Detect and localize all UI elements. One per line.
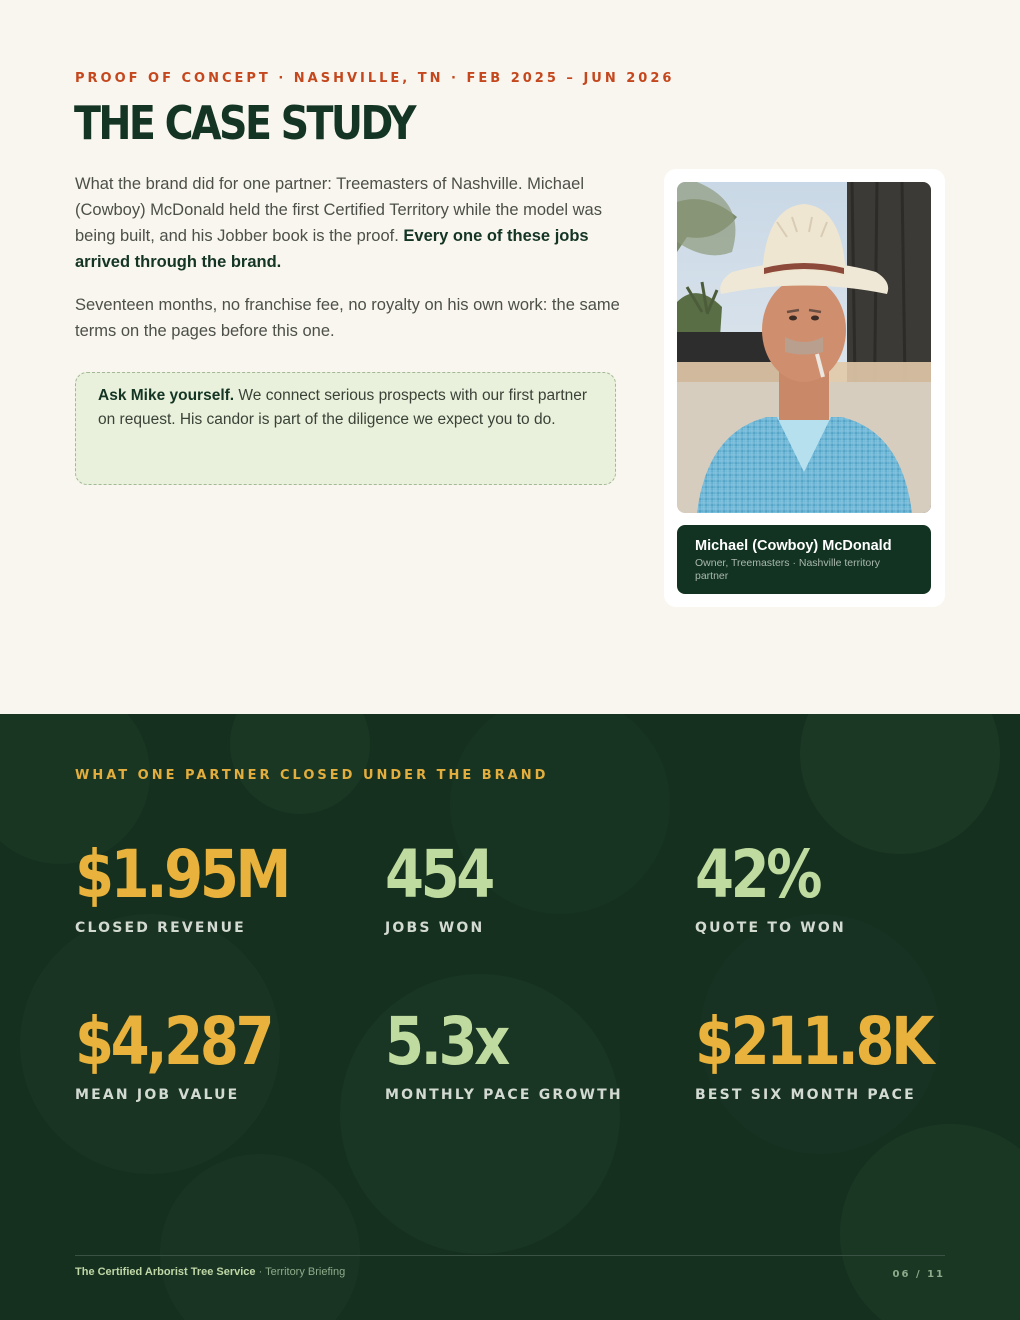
stat-value: $211.8K <box>695 1003 932 1080</box>
page-number: 06 / 11 <box>892 1269 945 1280</box>
stat-label: CLOSED REVENUE <box>75 920 246 936</box>
stat-value: $4,287 <box>75 1003 272 1080</box>
footer-brand <box>75 1266 345 1278</box>
stat-quote-to-won <box>695 836 846 936</box>
portrait-illustration <box>677 182 931 513</box>
profile-caption <box>677 525 931 594</box>
stat-closed-revenue <box>75 836 325 936</box>
profile-card <box>664 169 945 607</box>
stats-section <box>0 714 1020 1320</box>
profile-name: Michael (Cowboy) McDonald <box>695 538 892 554</box>
stat-value: 5.3x <box>385 1003 507 1080</box>
callout-box <box>75 372 616 485</box>
stat-value: 42% <box>695 836 820 913</box>
profile-photo <box>677 182 931 513</box>
stat-jobs-won <box>385 836 511 936</box>
page-title: THE CASE STUDY <box>74 96 414 150</box>
intro-text: What the brand did for one partner: Treemasters of Nashville. Michael (Cowboy) McDonald held the first Certified Territory while the model was being built, and his Jobber book is the proof. <box>75 175 602 245</box>
stat-value: 454 <box>385 836 492 913</box>
callout-text: We connect serious prospects with our first partner on request. His candor is part of the diligence we expect you to do. <box>98 387 588 428</box>
stat-best-six-month-pace <box>695 1003 973 1103</box>
footer-divider <box>75 1255 945 1256</box>
stat-label: MEAN JOB VALUE <box>75 1087 240 1103</box>
stat-label: BEST SIX MONTH PACE <box>695 1087 916 1103</box>
footer-subtitle: · Territory Briefing <box>255 1266 346 1278</box>
footer-brand-name: The Certified Arborist Tree Service <box>75 1266 256 1278</box>
profile-role: Owner, Treemasters · Nashville territory partner <box>695 557 880 582</box>
stats-section-label: WHAT ONE PARTNER CLOSED UNDER THE BRAND <box>75 768 549 783</box>
stat-label: JOBS WON <box>385 920 485 936</box>
callout-bold: Ask Mike yourself. <box>98 387 235 404</box>
stat-monthly-pace-growth <box>385 1003 623 1103</box>
intro-paragraph <box>75 171 620 275</box>
intro-bold-text: Every one of these jobs arrived through the brand. <box>75 227 589 271</box>
eyebrow-label: PROOF OF CONCEPT · NASHVILLE, TN · FEB 2025 – JUN 2026 <box>75 71 675 86</box>
stat-label: MONTHLY PACE GROWTH <box>385 1087 623 1103</box>
stat-label: QUOTE TO WON <box>695 920 846 936</box>
stat-mean-job-value <box>75 1003 306 1103</box>
stat-value: $1.95M <box>75 836 288 913</box>
terms-paragraph: Seventeen months, no franchise fee, no royalty on his own work: the same terms on the pages before this one. <box>75 296 620 340</box>
